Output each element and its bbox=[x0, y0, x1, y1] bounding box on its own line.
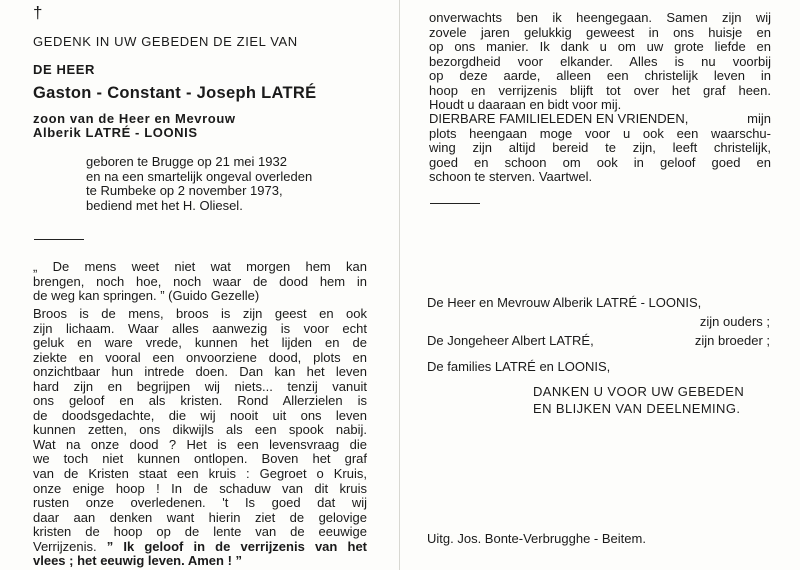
meditation-line: kristen de hoop op de lente van de eeuwige bbox=[33, 524, 367, 540]
meditation-line: rusten onze overledenen. 't Is goed dat wij bbox=[33, 495, 367, 511]
closing-bold: ” Ik geloof in de verrijzenis van het bbox=[106, 538, 367, 554]
divider bbox=[430, 203, 480, 204]
deceased-name: Gaston - Constant - Joseph LATRÉ bbox=[33, 84, 317, 102]
meditation-line: kunnen zetten, ons dikwijls als een spook nabij. bbox=[33, 422, 367, 438]
friends-line: goed en schoon om ook in geloof goed en bbox=[429, 154, 771, 170]
meditation-line: zijn lichaam. Waar alles aanwezig is voor echt bbox=[33, 320, 367, 336]
divider bbox=[34, 239, 84, 240]
memorial-header: GEDENK IN UW GEBEDEN DE ZIEL VAN bbox=[33, 34, 298, 49]
message-line: onverwachts ben ik heengegaan. Samen zijn wij bbox=[429, 10, 771, 25]
closing-plain: Verrijzenis. bbox=[33, 538, 107, 554]
cross-icon: † bbox=[33, 3, 43, 22]
meditation-line: onze enige hoop ! In de schaduw van dit kruis bbox=[33, 480, 367, 496]
friends-line: schoon te sterven. Vaartwel. bbox=[429, 169, 593, 185]
sacrament-line: bediend met het H. Oliesel. bbox=[86, 197, 243, 213]
quote-line: brengen, noch hoe, noch waar de dood hem in bbox=[33, 273, 367, 289]
message-line: op deze aarde, alleen een christelijk leven in bbox=[429, 68, 771, 84]
right-panel bbox=[400, 0, 800, 570]
meditation-line: van de Kristen staat een kruis : Gegroet o Kruis, bbox=[33, 466, 367, 482]
birth-death-block bbox=[86, 155, 331, 213]
message-line: zovele jaren gelukkig geweest in ons huisje en bbox=[429, 24, 771, 40]
family-parents: De Heer en Mevrouw Alberik LATRÉ - LOONIS, bbox=[427, 295, 702, 310]
accident-line: en na een smartelijk ongeval overleden bbox=[86, 168, 313, 184]
death-line: te Rumbeke op 2 november 1973, bbox=[86, 183, 283, 199]
friends-lead: DIERBARE FAMILIELEDEN EN VRIENDEN, bbox=[429, 111, 689, 126]
quote-line: de weg kan springen. ” (Guido Gezelle) bbox=[33, 288, 260, 304]
meditation-line: de doodsgedachte, die wij nooit uit ons leven bbox=[33, 407, 367, 423]
closing-line: vlees ; het eeuwig leven. Amen ! ” bbox=[33, 553, 243, 569]
meditation-line: geluk en ware vrede, kunnen het lijden en de bbox=[33, 335, 367, 351]
meditation-line: daar aan denken want hierin ziet de gelovige bbox=[33, 509, 367, 525]
friends-lead-tail: mijn bbox=[747, 111, 771, 126]
friends-block bbox=[429, 112, 771, 185]
meditation-line: hard zijn en begrijpen wij niets... tenzij vanuit bbox=[33, 378, 367, 394]
friends-line: plots heengaan moge voor u ook een waarschu- bbox=[429, 125, 771, 141]
meditation-line: ziekte en vooral een onvoorziene dood, plots en bbox=[33, 349, 367, 365]
message-line: Houdt u daaraan en bidt voor mij. bbox=[429, 97, 622, 113]
meditation-line: ons geloof en als kristen. Rond Allerzielen is bbox=[33, 393, 367, 409]
title-prefix: DE HEER bbox=[33, 62, 95, 77]
message-line: hoop en verrijzenis blijft tot over het graf heen. bbox=[429, 82, 771, 98]
message-block bbox=[429, 11, 771, 113]
closing-line bbox=[33, 540, 367, 555]
meditation-line: Wat na onze dood ? Het is een levensvraag die bbox=[33, 436, 367, 452]
message-line: bezorgdheid voor elkander. Alles is nu voorbij bbox=[429, 53, 771, 69]
friends-line: wing zijn altijd bereid te zijn, leeft christelijk, bbox=[429, 140, 771, 156]
family-families: De families LATRÉ en LOONIS, bbox=[427, 359, 611, 374]
friends-lead-line bbox=[429, 112, 771, 127]
thanks-line: EN BLIJKEN VAN DEELNEMING. bbox=[533, 401, 741, 416]
family-brother: De Jongeheer Albert LATRÉ, bbox=[427, 333, 594, 348]
parents-intro: zoon van de Heer en Mevrouw bbox=[33, 111, 236, 126]
meditation-line: Broos is de mens, broos is zijn geest en ook bbox=[33, 306, 367, 321]
meditation-line: onzichtbaar hun intrede doen. Dan kan het leven bbox=[33, 364, 367, 380]
thanks-line: DANKEN U VOOR UW GEBEDEN bbox=[533, 384, 745, 399]
message-line: op ons manier. Ik dank u om uw grote liefde en bbox=[429, 39, 771, 55]
publisher-line: Uitg. Jos. Bonte-Verbrugghe - Beitem. bbox=[427, 531, 646, 546]
family-parents-role: zijn ouders ; bbox=[699, 314, 770, 329]
birth-line: geboren te Brugge op 21 mei 1932 bbox=[86, 154, 287, 169]
meditation-line: we toch niet kunnen ontlopen. Boven het graf bbox=[33, 451, 367, 467]
family-brother-role: zijn broeder ; bbox=[694, 333, 770, 348]
quote-block bbox=[33, 260, 367, 304]
meditation-block bbox=[33, 307, 367, 569]
parents-names: Alberik LATRÉ - LOONIS bbox=[33, 125, 198, 140]
quote-line: „ De mens weet niet wat morgen hem kan bbox=[33, 259, 367, 274]
